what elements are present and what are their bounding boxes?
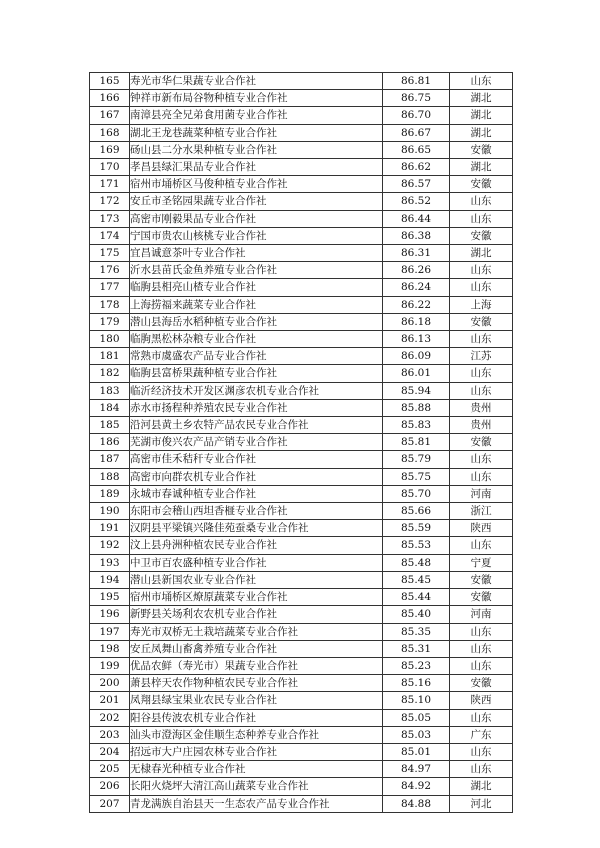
province-label: 山东 <box>450 468 513 485</box>
row-number: 198 <box>90 640 130 657</box>
score-value: 85.23 <box>383 657 450 674</box>
table-row <box>90 176 513 193</box>
cooperative-name: 芜湖市俊兴农产品产销专业合作社 <box>130 434 383 451</box>
table-row <box>90 743 513 760</box>
province-label: 湖北 <box>450 124 513 141</box>
cooperative-name: 长阳火烧坪大清江高山蔬菜专业合作社 <box>130 778 383 795</box>
table-row <box>90 279 513 296</box>
cooperative-name: 孝昌县绿汇果品专业合作社 <box>130 159 383 176</box>
table-row <box>90 657 513 674</box>
table-row <box>90 675 513 692</box>
score-value: 86.13 <box>383 331 450 348</box>
row-number: 196 <box>90 606 130 623</box>
province-label: 安徽 <box>450 675 513 692</box>
province-label: 湖北 <box>450 90 513 107</box>
score-value: 86.44 <box>383 210 450 227</box>
province-label: 山东 <box>450 537 513 554</box>
table-row <box>90 468 513 485</box>
row-number: 174 <box>90 227 130 244</box>
cooperative-name: 砀山县二分水果种植专业合作社 <box>130 141 383 158</box>
province-label: 山东 <box>450 451 513 468</box>
row-number: 193 <box>90 554 130 571</box>
row-number: 175 <box>90 245 130 262</box>
table-row <box>90 795 513 812</box>
table-row <box>90 709 513 726</box>
table-row <box>90 107 513 124</box>
row-number: 200 <box>90 675 130 692</box>
province-label: 湖北 <box>450 107 513 124</box>
score-value: 85.10 <box>383 692 450 709</box>
table-row <box>90 778 513 795</box>
row-number: 179 <box>90 313 130 330</box>
score-value: 85.53 <box>383 537 450 554</box>
row-number: 197 <box>90 623 130 640</box>
table-row <box>90 141 513 158</box>
table-row <box>90 382 513 399</box>
score-value: 86.65 <box>383 141 450 158</box>
cooperative-name: 新野县关场利农农机专业合作社 <box>130 606 383 623</box>
table-row <box>90 692 513 709</box>
row-number: 176 <box>90 262 130 279</box>
score-value: 85.40 <box>383 606 450 623</box>
score-value: 85.75 <box>383 468 450 485</box>
cooperative-name: 临朐县富桥果蔬种植专业合作社 <box>130 365 383 382</box>
cooperative-name: 湖北王龙巷蔬菜种植专业合作社 <box>130 124 383 141</box>
table-row <box>90 227 513 244</box>
cooperative-name: 无棣春光种植专业合作社 <box>130 761 383 778</box>
cooperative-name: 南漳县亮全兄弟食用菌专业合作社 <box>130 107 383 124</box>
cooperative-name: 中卫市百农盛种植专业合作社 <box>130 554 383 571</box>
cooperative-name: 宿州市埇桥区马俊种植专业合作社 <box>130 176 383 193</box>
province-label: 河南 <box>450 485 513 502</box>
score-value: 85.05 <box>383 709 450 726</box>
score-value: 85.79 <box>383 451 450 468</box>
cooperative-name: 高密市刚毅果品专业合作社 <box>130 210 383 227</box>
cooperative-name: 上海捞福来蔬菜专业合作社 <box>130 296 383 313</box>
row-number: 201 <box>90 692 130 709</box>
row-number: 168 <box>90 124 130 141</box>
score-value: 86.31 <box>383 245 450 262</box>
province-label: 江苏 <box>450 348 513 365</box>
cooperative-name: 潜山县新国农业专业合作社 <box>130 571 383 588</box>
table-row <box>90 726 513 743</box>
score-value: 85.59 <box>383 520 450 537</box>
table-body <box>90 73 513 813</box>
table-row <box>90 520 513 537</box>
score-value: 86.57 <box>383 176 450 193</box>
row-number: 184 <box>90 399 130 416</box>
score-value: 85.48 <box>383 554 450 571</box>
province-label: 宁夏 <box>450 554 513 571</box>
score-value: 86.81 <box>383 73 450 90</box>
row-number: 173 <box>90 210 130 227</box>
cooperative-name: 潜山县海岳水稻种植专业合作社 <box>130 313 383 330</box>
row-number: 172 <box>90 193 130 210</box>
row-number: 165 <box>90 73 130 90</box>
province-label: 河北 <box>450 795 513 812</box>
cooperative-name: 赤水市扬程种养殖农民专业合作社 <box>130 399 383 416</box>
province-label: 湖北 <box>450 778 513 795</box>
province-label: 安徽 <box>450 313 513 330</box>
cooperative-name: 凤翔县绿宝果业农民专业合作社 <box>130 692 383 709</box>
table-row <box>90 159 513 176</box>
table-row <box>90 296 513 313</box>
province-label: 安徽 <box>450 589 513 606</box>
row-number: 195 <box>90 589 130 606</box>
table-row <box>90 210 513 227</box>
row-number: 181 <box>90 348 130 365</box>
score-value: 85.45 <box>383 571 450 588</box>
row-number: 185 <box>90 417 130 434</box>
score-value: 85.01 <box>383 743 450 760</box>
table-row <box>90 73 513 90</box>
table-row <box>90 245 513 262</box>
score-value: 85.70 <box>383 485 450 502</box>
row-number: 204 <box>90 743 130 760</box>
province-label: 山东 <box>450 743 513 760</box>
score-value: 85.94 <box>383 382 450 399</box>
score-value: 86.22 <box>383 296 450 313</box>
province-label: 安徽 <box>450 176 513 193</box>
row-number: 194 <box>90 571 130 588</box>
table-row <box>90 554 513 571</box>
row-number: 167 <box>90 107 130 124</box>
score-value: 84.92 <box>383 778 450 795</box>
province-label: 山东 <box>450 193 513 210</box>
province-label: 山东 <box>450 279 513 296</box>
score-value: 84.88 <box>383 795 450 812</box>
province-label: 山东 <box>450 640 513 657</box>
cooperative-name: 汉阴县平梁镇兴隆佳苑蚕桑专业合作社 <box>130 520 383 537</box>
cooperative-name: 招远市大户庄园农林专业合作社 <box>130 743 383 760</box>
row-number: 205 <box>90 761 130 778</box>
row-number: 191 <box>90 520 130 537</box>
row-number: 188 <box>90 468 130 485</box>
province-label: 山东 <box>450 210 513 227</box>
score-value: 86.67 <box>383 124 450 141</box>
score-value: 86.01 <box>383 365 450 382</box>
province-label: 陕西 <box>450 520 513 537</box>
row-number: 202 <box>90 709 130 726</box>
score-value: 84.97 <box>383 761 450 778</box>
row-number: 178 <box>90 296 130 313</box>
score-value: 86.62 <box>383 159 450 176</box>
table-row <box>90 193 513 210</box>
score-value: 86.75 <box>383 90 450 107</box>
row-number: 207 <box>90 795 130 812</box>
table-row <box>90 503 513 520</box>
score-value: 86.24 <box>383 279 450 296</box>
province-label: 安徽 <box>450 141 513 158</box>
table-row <box>90 434 513 451</box>
table-row <box>90 623 513 640</box>
score-value: 85.31 <box>383 640 450 657</box>
table-row <box>90 262 513 279</box>
row-number: 203 <box>90 726 130 743</box>
row-number: 169 <box>90 141 130 158</box>
score-value: 85.44 <box>383 589 450 606</box>
score-value: 85.66 <box>383 503 450 520</box>
province-label: 山东 <box>450 623 513 640</box>
province-label: 上海 <box>450 296 513 313</box>
row-number: 186 <box>90 434 130 451</box>
cooperative-name: 临朐黑松林杂粮专业合作社 <box>130 331 383 348</box>
province-label: 湖北 <box>450 245 513 262</box>
province-label: 广东 <box>450 726 513 743</box>
row-number: 166 <box>90 90 130 107</box>
province-label: 山东 <box>450 382 513 399</box>
province-label: 山东 <box>450 761 513 778</box>
table-row <box>90 348 513 365</box>
cooperative-name: 钟祥市新布局谷物种植专业合作社 <box>130 90 383 107</box>
cooperative-name: 临朐县相亮山楂专业合作社 <box>130 279 383 296</box>
row-number: 170 <box>90 159 130 176</box>
row-number: 189 <box>90 485 130 502</box>
province-label: 浙江 <box>450 503 513 520</box>
province-label: 山东 <box>450 262 513 279</box>
score-value: 85.16 <box>383 675 450 692</box>
cooperative-name: 沿河县黄土乡农特产品农民专业合作社 <box>130 417 383 434</box>
cooperative-name: 东阳市会稽山西坦香榧专业合作社 <box>130 503 383 520</box>
province-label: 山东 <box>450 365 513 382</box>
table-row <box>90 640 513 657</box>
table-row <box>90 589 513 606</box>
cooperative-name: 寿光市双桥无土栽培蔬菜专业合作社 <box>130 623 383 640</box>
table-row <box>90 537 513 554</box>
table-row <box>90 90 513 107</box>
score-value: 85.03 <box>383 726 450 743</box>
cooperative-name: 寿光市华仁果蔬专业合作社 <box>130 73 383 90</box>
table-row <box>90 571 513 588</box>
cooperative-name: 青龙满族自治县天一生态农产品专业合作社 <box>130 795 383 812</box>
province-label: 山东 <box>450 73 513 90</box>
row-number: 187 <box>90 451 130 468</box>
table-row <box>90 331 513 348</box>
score-value: 85.88 <box>383 399 450 416</box>
province-label: 安徽 <box>450 434 513 451</box>
row-number: 192 <box>90 537 130 554</box>
province-label: 陕西 <box>450 692 513 709</box>
province-label: 河南 <box>450 606 513 623</box>
cooperative-name: 萧县梓天农作物种植农民专业合作社 <box>130 675 383 692</box>
table-row <box>90 606 513 623</box>
row-number: 182 <box>90 365 130 382</box>
cooperative-name: 汕头市澄海区金佳顺生态种养专业合作社 <box>130 726 383 743</box>
score-value: 86.18 <box>383 313 450 330</box>
province-label: 安徽 <box>450 227 513 244</box>
cooperative-name: 安丘市圣铭园果蔬专业合作社 <box>130 193 383 210</box>
province-label: 湖北 <box>450 159 513 176</box>
table-row <box>90 313 513 330</box>
cooperative-name: 永城市春诚种植专业合作社 <box>130 485 383 502</box>
province-label: 山东 <box>450 657 513 674</box>
score-value: 86.52 <box>383 193 450 210</box>
province-label: 贵州 <box>450 417 513 434</box>
score-value: 85.35 <box>383 623 450 640</box>
score-value: 86.26 <box>383 262 450 279</box>
table-row <box>90 485 513 502</box>
province-label: 贵州 <box>450 399 513 416</box>
row-number: 183 <box>90 382 130 399</box>
table-row <box>90 417 513 434</box>
cooperative-name: 阳谷县传波农机专业合作社 <box>130 709 383 726</box>
score-value: 85.81 <box>383 434 450 451</box>
row-number: 199 <box>90 657 130 674</box>
cooperative-name: 优品农鲜（寿光市）果蔬专业合作社 <box>130 657 383 674</box>
cooperative-name: 常熟市虞盛农产品专业合作社 <box>130 348 383 365</box>
row-number: 190 <box>90 503 130 520</box>
row-number: 206 <box>90 778 130 795</box>
cooperative-name: 宜昌诚意茶叶专业合作社 <box>130 245 383 262</box>
cooperative-name: 高密市佳禾秸秆专业合作社 <box>130 451 383 468</box>
cooperative-name: 汶上县舟洲种植农民专业合作社 <box>130 537 383 554</box>
cooperative-ranking-table <box>89 72 513 813</box>
cooperative-name: 宿州市埇桥区燎原蔬菜专业合作社 <box>130 589 383 606</box>
row-number: 180 <box>90 331 130 348</box>
cooperative-name: 宁国市贵农山核桃专业合作社 <box>130 227 383 244</box>
score-value: 86.70 <box>383 107 450 124</box>
score-value: 86.09 <box>383 348 450 365</box>
row-number: 171 <box>90 176 130 193</box>
province-label: 安徽 <box>450 571 513 588</box>
cooperative-name: 安丘凤舞山畜禽养殖专业合作社 <box>130 640 383 657</box>
cooperative-name: 高密市向群农机专业合作社 <box>130 468 383 485</box>
province-label: 山东 <box>450 709 513 726</box>
cooperative-name: 临沂经济技术开发区渊彦农机专业合作社 <box>130 382 383 399</box>
row-number: 177 <box>90 279 130 296</box>
table-row <box>90 761 513 778</box>
table-row <box>90 124 513 141</box>
score-value: 86.38 <box>383 227 450 244</box>
table-row <box>90 399 513 416</box>
score-value: 85.83 <box>383 417 450 434</box>
province-label: 山东 <box>450 331 513 348</box>
table-row <box>90 365 513 382</box>
table-row <box>90 451 513 468</box>
cooperative-name: 沂水县苗氏金鱼养殖专业合作社 <box>130 262 383 279</box>
